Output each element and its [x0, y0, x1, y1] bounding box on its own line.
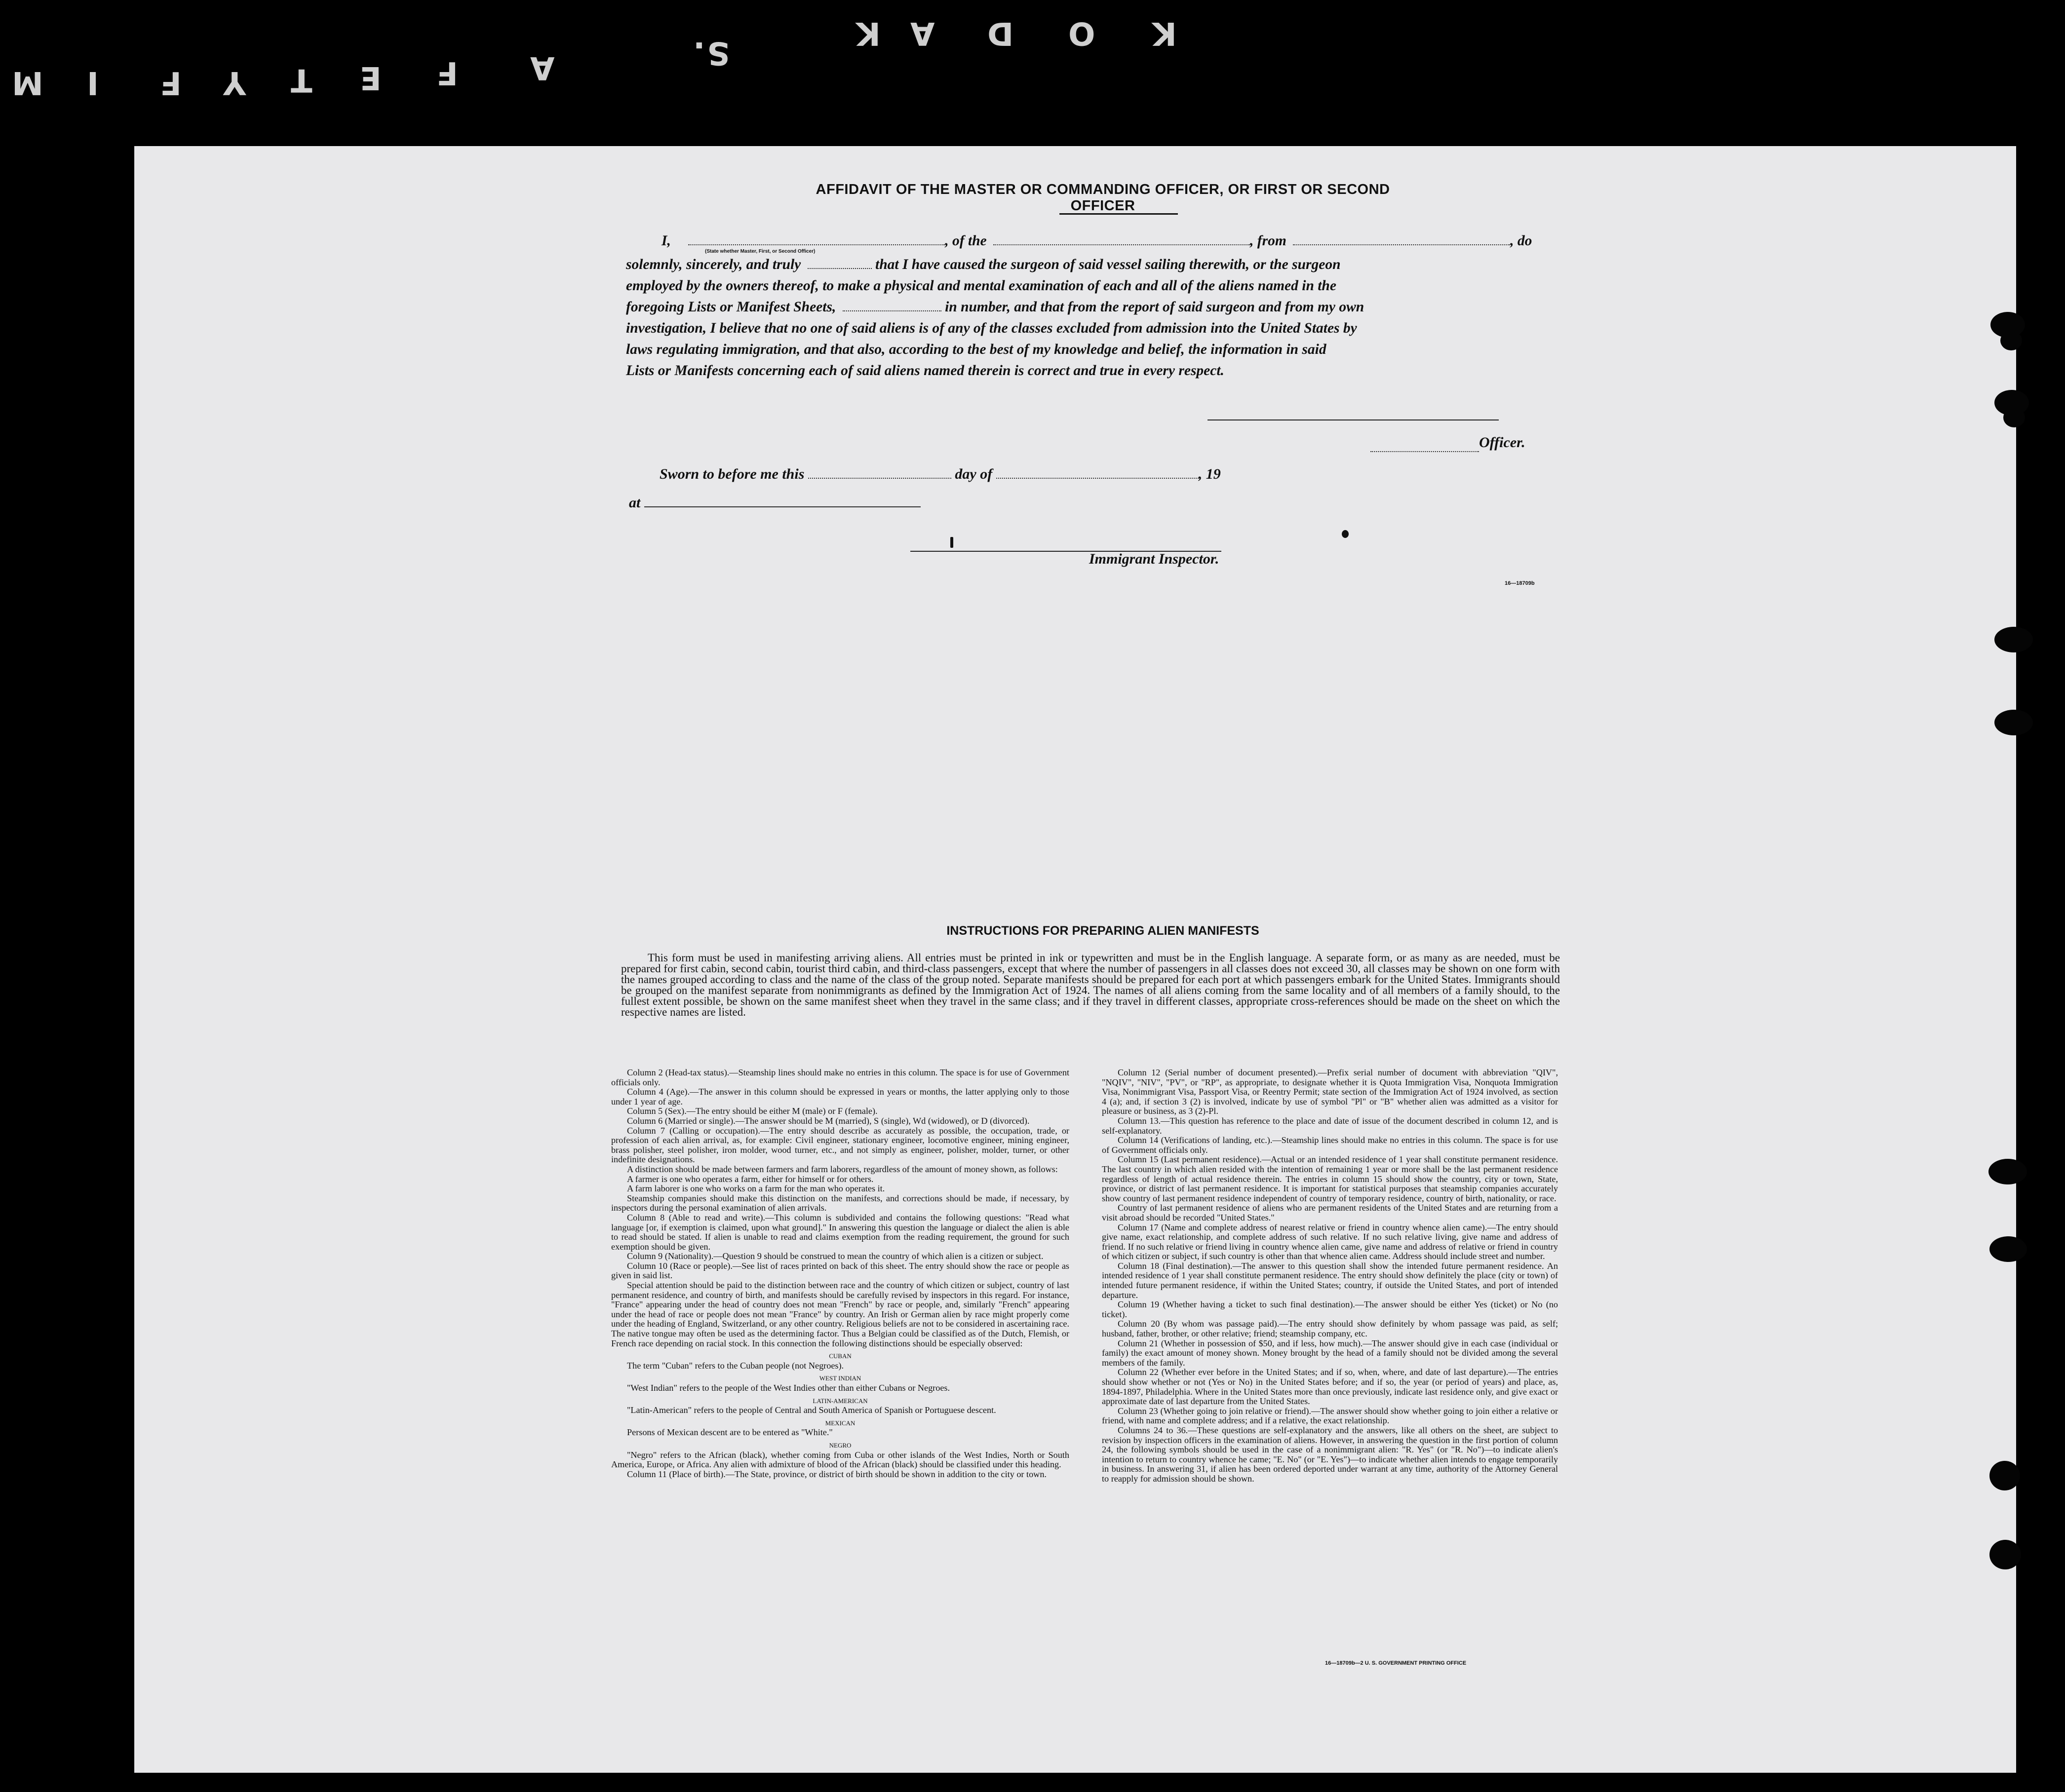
film-letter: D	[985, 15, 1014, 51]
film-edge-lettering	[0, 5, 1185, 104]
instruction-paragraph: "Latin-American" refers to the people of Central and South America of Spanish or Portuguese descent.	[627, 1405, 996, 1415]
instruction-paragraph: Column 15 (Last permanent residence).—Actual or an intended residence of 1 year shall constitute permanent residence. The last country in which alien resided with the intention of remaining 1 year or more shall be the last permanent residence regardless of length of actual residence therein. The entries in column 15 should show the country, city or town, State, province, or district of last permanent residence. It is important for statistical purposes that steamship companies accurately show country of last permanent residence independent of country of temporary residence, country of birth, nationality, or race.	[1102, 1154, 1558, 1203]
instruction-paragraph: Column 12 (Serial number of document presented).—Prefix serial number of document with abbreviation "QIV", "NQIV", "NIV", "PV", or "RP", as appropriate, to designate whether it is Quota Immigration Visa, Nonquota Immigration Visa, Nonimmigrant Visa, Passport Visa, or Reentry Permit; state section of the Immigration Act of 1924 involved, as section 4 (a); and, if section 3 (2) is involved, indicate by use of symbol "Pl" or "B" whether alien was admitted as a visitor for pleasure or business, as 3 (2)-Pl.	[1102, 1068, 1558, 1116]
instruction-paragraph: Column 4 (Age).—The answer in this column should be expressed in years or months, the latter applying only to those under 1 year of age.	[611, 1087, 1069, 1106]
binder-hole	[2003, 408, 2025, 427]
instruction-paragraph: Column 13.—This question has reference to the place and date of issue of the document described in column 12, and is self-explanatory.	[1102, 1115, 1558, 1136]
instructions-title: INSTRUCTIONS FOR PREPARING ALIEN MANIFESTS	[946, 924, 1259, 938]
port-from-field[interactable]	[1293, 234, 1510, 245]
printing-office-footer: 16—18709b—2 U. S. GOVERNMENT PRINTING OFFICE	[1325, 1660, 1467, 1666]
ink-mark	[1342, 530, 1349, 538]
section-heading: NEGRO	[829, 1441, 852, 1449]
sworn-place-field[interactable]	[644, 496, 921, 507]
film-letter: K	[854, 15, 881, 51]
instruction-paragraph: A farmer is one who operates a farm, either for himself or for others.	[627, 1174, 874, 1184]
film-letter: M	[10, 64, 43, 101]
instruction-paragraph: Column 5 (Sex).—The entry should be either M (male) or F (female).	[627, 1106, 878, 1116]
instruction-paragraph: Column 23 (Whether going to join relative or friend).—The answer should show whether going to join either a relative or friend, with name and complete address; and if a relative, the exact relationship.	[1102, 1406, 1558, 1426]
film-letter: T	[289, 62, 312, 98]
instructions-right-column	[1102, 1068, 1558, 1484]
affidavit-title: AFFIDAVIT OF THE MASTER OR COMMANDING OFFICER, OR FIRST OR SECOND OFFICER	[816, 182, 1390, 214]
sworn-day-field[interactable]	[808, 468, 951, 479]
instruction-paragraph: Column 10 (Race or people).—See list of races printed on back of this sheet. The entry should show the race or people as given in said list.	[611, 1260, 1069, 1281]
instruction-paragraph: Column 17 (Name and complete address of nearest relative or friend in country whence alien came).—The entry should give name, exact relationship, and complete address of such relative. If no such relative living, give name and address of friend. If no such relative or friend living in country whence alien came, give name and address of relative or friend in country of which citizen or subject, if such country is other than that whence alien came. Address should include street and number.	[1102, 1222, 1558, 1261]
instruction-paragraph: Column 18 (Final destination).—The answer to this question shall show the intended future permanent residence. An intended residence of 1 year shall constitute permanent residence. The entry should show definitely the place (city or town) of intended future permanent residence, if within the United States; country, if outside the United States, and port of intended departure.	[1102, 1260, 1558, 1300]
binder-hole	[1989, 1540, 2021, 1569]
film-letter: A	[528, 49, 555, 86]
instruction-paragraph: Column 2 (Head-tax status).—Steamship lines should make no entries in this column. The space is for use of Government officials only.	[611, 1068, 1069, 1087]
instruction-paragraph: Persons of Mexican descent are to be entered as "White."	[627, 1427, 833, 1438]
film-letter: F	[158, 64, 182, 101]
film-letter: Y	[221, 64, 246, 101]
instruction-paragraph: Column 21 (Whether in possession of $50, and if less, how much).—The answer should give in each case (individual or family) the exact amount of money shown. Money brought by the head of a family should not be divided among the several members of the family.	[1102, 1338, 1558, 1368]
instruction-paragraph: Special attention should be paid to the distinction between race and the country of which citizen or subject, country of last permanent residence, and country of birth, and manifests should be carefully revised by inspectors in this regard. For instance, "France" appearing under the head of country does not mean "French" by race or people, and, similarly "French" appearing under the head of race or people does not mean "France" by country. An Irish or German alien by race might properly come under the heading of England, Switzerland, or any other country. Religious beliefs are not to be considered in ascertaining race. The native tongue may often be used as the determining factor. Thus a Belgian could be classified as of the Dutch, Flemish, or French race depending on racial stock. In this connection the following distinctions should be especially observed:	[611, 1280, 1069, 1348]
instruction-paragraph: Column 20 (By whom was passage paid).—The entry should show definitely by whom passage was paid, as self; husband, father, brother, or other relative; friend; steamship company, etc.	[1102, 1319, 1558, 1339]
instruction-paragraph: "Negro" refers to the African (black), whether coming from Cuba or other islands of the West Indies, North or South America, Europe, or Africa. Any alien with admixture of blood of the African (black) should be classified under this heading.	[611, 1449, 1069, 1470]
affidavit-line-6: laws regulating immigration, and that also, according to the best of my knowledge and belief, the information in said	[626, 342, 1326, 357]
affidavit-line-4: foregoing Lists or Manifest Sheets, in number, and that from the report of said surgeon and from my own	[626, 299, 1364, 315]
officer-rank-field[interactable]	[688, 234, 945, 245]
film-letter: S.	[691, 35, 730, 71]
officer-title-line[interactable]	[1370, 451, 1479, 452]
affidavit-line-7: Lists or Manifests concerning each of said aliens named therein is correct and true in every respect.	[626, 363, 1224, 379]
section-heading: CUBAN	[829, 1352, 852, 1360]
instructions-intro: This form must be used in manifesting arriving aliens. All entries must be printed in ink or typewritten and must be in the English language. A separate form, or as many as are needed, must be prepared for first cabin, second cabin, tourist third cabin, and third-class passengers, except that where the number of passengers in all classes does not exceed 30, all classes may be shown on one form with the names grouped according to class and the name of the class of the group noted. Separate manifests should be prepared for each port at which passengers embark for the United States. Immigrants should be grouped on the manifest separate from nonimmigrants as defined by the Immigration Act of 1924. The names of all aliens coming from the same locality and of all members of a family should, to the fullest extent possible, be shown on the same manifest sheet when they travel in the same class; and if they travel in different classes, appropriate cross-references should be made on the sheet on which the respective names are listed.	[621, 952, 1560, 1018]
sworn-month-field[interactable]	[996, 468, 1199, 479]
film-letter: I	[85, 64, 99, 101]
instruction-paragraph: Steamship companies should make this distinction on the manifests, and corrections should be made, if necessary, by inspectors during the personal examination of alien arrivals.	[611, 1193, 1069, 1213]
instruction-paragraph: Column 7 (Calling or occupation).—The entry should describe as accurately as possible, the occupation, trade, or profession of each alien arrival, as, for example: Civil engineer, stationary engineer, locomotive engineer, mining engineer, brass polisher, steel polisher, iron molder, wood turner, etc., and not simply as engineer, polisher, molder, turner, or other indefinite designations.	[611, 1125, 1069, 1165]
form-number: 16—18709b	[1505, 580, 1535, 586]
binder-hole	[1989, 1461, 2020, 1490]
instruction-paragraph: Column 11 (Place of birth).—The State, province, or district of birth should be shown in addition to the city or town.	[627, 1469, 1047, 1479]
instructions-left-column	[611, 1068, 1069, 1479]
signature-line[interactable]	[1208, 419, 1499, 420]
instruction-paragraph: Column 19 (Whether having a ticket to such final destination).—The answer should be either Yes (ticket) or No (no ticket).	[1102, 1299, 1558, 1319]
vessel-name-field[interactable]	[993, 234, 1250, 245]
section-heading: LATIN-AMERICAN	[813, 1397, 868, 1405]
film-letter: K	[1150, 15, 1177, 51]
instruction-paragraph: A farm laborer is one who works on a farm for the man who operates it.	[627, 1183, 885, 1194]
instruction-paragraph: Column 22 (Whether ever before in the United States; and if so, when, where, and date of last departure).—The entries should show whether or not (Yes or No) in the United States before; and if so, the year (or period of years) and place, as, 1894-1897, Philadelphia. Where in the United States more than once previously, indicate last residence only, and give exact or approximate date of last departure from the United States.	[1102, 1367, 1558, 1407]
rank-note: (State whether Master, First, or Second Officer)	[705, 249, 816, 254]
instruction-paragraph: Columns 24 to 36.—These questions are self-explanatory and the answers, like all others on the sheet, are subject to revision by inspection officers in the examination of aliens. However, in answering the question in the first portion of column 24, the following symbols should be used in the case of a nonimmigrant alien: "R. Yes" (or "R. No")—to indicate alien's intention to return to country whence he came; "E. No" (or "E. Yes")—to indicate whether alien intends to engage temporarily in business. In answering 31, if alien has been ordered deported under warrant at any time, authority of the Attorney General to reapply for admission should be shown.	[1102, 1425, 1558, 1484]
ink-mark	[950, 537, 953, 548]
affidavit-line-5: investigation, I believe that no one of said aliens is of any of the classes excluded from admission into the United States by	[626, 320, 1357, 336]
binder-hole	[1989, 1236, 2027, 1262]
affidavit-line-2: solemnly, sincerely, and truly that I have caused the surgeon of said vessel sailing therewith, or the surgeon	[626, 257, 1341, 272]
number-of-sheets-field[interactable]	[843, 301, 941, 311]
inspector-label: Immigrant Inspector.	[1089, 551, 1219, 567]
film-letter: A	[908, 15, 935, 51]
affirm-field[interactable]	[808, 258, 872, 269]
instruction-paragraph: Column 14 (Verifications of landing, etc.).—Steamship lines should make no entries in this column. The space is for use of Government officials only.	[1102, 1135, 1558, 1155]
instruction-paragraph: Column 8 (Able to read and write).—This column is subdivided and contains the following questions: "Read what language [or, if exemption is claimed, upon what ground]." In answering this question the language or dialect the alien is able to read should be stated. If alien is unable to read and claims exemption from the reading requirement, the ground for such exemption should be given.	[611, 1212, 1069, 1252]
section-heading: WEST INDIAN	[819, 1374, 861, 1382]
binder-hole	[1994, 710, 2033, 735]
sworn-line: Sworn to before me this day of , 19	[660, 466, 1221, 482]
title-divider	[1059, 213, 1178, 215]
film-letter: E	[358, 59, 382, 96]
sworn-at-line: at	[629, 495, 921, 511]
binder-hole	[1988, 1159, 2027, 1184]
affidavit-line-3: employed by the owners thereof, to make a physical and mental examination of each and all of the aliens named in the	[626, 278, 1336, 294]
section-heading: MEXICAN	[825, 1419, 856, 1427]
affidavit-line-1: I, , of the , from , do	[662, 233, 1532, 249]
instruction-paragraph: A distinction should be made between farmers and farm laborers, regardless of the amount of money shown, as follows:	[627, 1164, 1058, 1174]
officer-label: Officer.	[1479, 434, 1525, 451]
instruction-paragraph: "West Indian" refers to the people of the West Indies other than either Cubans or Negroes.	[627, 1383, 950, 1393]
film-letter: O	[1066, 15, 1095, 51]
film-letter: F	[434, 54, 458, 91]
binder-hole	[2000, 331, 2022, 350]
instruction-paragraph: Column 6 (Married or single).—The answer should be M (married), S (single), Wd (widowed), or D (divorced).	[627, 1115, 1030, 1126]
instruction-paragraph: Country of last permanent residence of aliens who are permanent residents of the United States and are returning from a visit abroad should be recorded "United States."	[1102, 1203, 1558, 1222]
binder-hole	[1994, 627, 2033, 652]
instruction-paragraph: The term "Cuban" refers to the Cuban people (not Negroes).	[627, 1360, 844, 1371]
instruction-paragraph: Column 9 (Nationality).—Question 9 should be construed to mean the country of which alien is a citizen or subject.	[627, 1251, 1044, 1261]
